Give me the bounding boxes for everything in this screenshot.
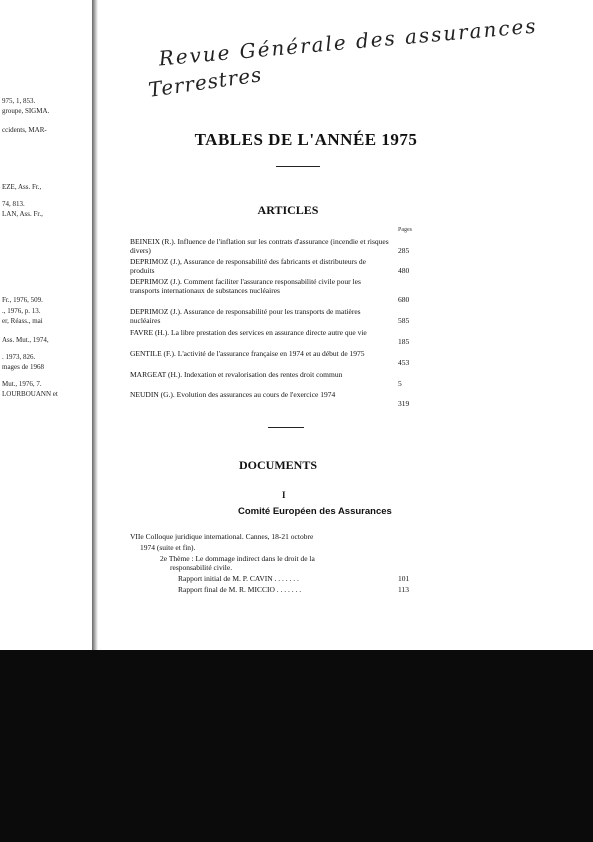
article-title: Comment faciliter l'assurance responsabilité civile pour les transports internationaux de substances nucléaires bbox=[130, 277, 361, 295]
facing-page-line: er, Réass., mai bbox=[2, 317, 43, 325]
facing-page-line: mages de 1968 bbox=[2, 363, 44, 371]
article-title: Evolution des assurances au cours de l'exercice 1974 bbox=[176, 390, 336, 399]
article-title: Indexation et revalorisation des rentes droit commun bbox=[184, 370, 343, 379]
facing-page-line: . 1973, 826. bbox=[2, 353, 36, 361]
document-page: 101 bbox=[398, 574, 410, 583]
article-page: 185 bbox=[398, 337, 410, 346]
article-title: Assurance de responsabilité pour les transports de matières nucléaires bbox=[130, 307, 361, 325]
article-entry bbox=[130, 237, 390, 255]
facing-page-line: 74, 813. bbox=[2, 200, 25, 208]
facing-page-line: Mut., 1976, 7. bbox=[2, 380, 42, 388]
article-entry bbox=[130, 390, 390, 399]
index-page bbox=[98, 0, 568, 650]
handwritten-note-line2: Terrestres bbox=[146, 62, 264, 102]
document-line: Rapport initial de M. P. CAVIN . . . . . . . bbox=[178, 574, 299, 583]
pages-column-label: Pages bbox=[398, 227, 412, 233]
facing-page-line: EZE, Ass. Fr., bbox=[2, 183, 42, 191]
article-author: MARGEAT (H.). bbox=[130, 370, 183, 379]
article-entry bbox=[130, 328, 390, 337]
documents-heading: DOCUMENTS bbox=[238, 458, 317, 472]
divider bbox=[276, 166, 320, 167]
facing-page-fragment bbox=[0, 0, 98, 650]
article-author: DEPRIMOZ (J.), bbox=[130, 257, 182, 266]
divider bbox=[268, 427, 304, 428]
facing-page-line: LAN, Ass. Fr., bbox=[2, 210, 43, 218]
document-page: 113 bbox=[398, 585, 409, 594]
articles-heading: ARTICLES bbox=[257, 203, 319, 217]
article-entry bbox=[130, 370, 390, 379]
section-number: I bbox=[282, 490, 286, 500]
article-page: 453 bbox=[398, 358, 410, 367]
article-author: BEINEIX (R.). bbox=[130, 237, 176, 246]
facing-page-line: Ass. Mut., 1974, bbox=[2, 336, 49, 344]
article-title: Assurance de responsabilité des fabricants et distributeurs de produits bbox=[130, 257, 366, 275]
handwritten-note-line1: Revue Générale des assurances bbox=[157, 13, 539, 71]
article-entry bbox=[130, 307, 390, 325]
section-title: Comité Européen des Assurances bbox=[238, 506, 392, 517]
facing-page-line: LOURBOUANN et bbox=[2, 390, 58, 398]
facing-page-line: 975, 1, 853. bbox=[2, 97, 36, 105]
document-line: 2e Thème : Le dommage indirect dans le droit de la bbox=[160, 554, 315, 563]
facing-page-line: Fr., 1976, 509. bbox=[2, 296, 43, 304]
article-title: La libre prestation des services en assurance directe autre que vie bbox=[170, 328, 367, 337]
document-line: VIIe Colloque juridique international. Cannes, 18-21 octobre bbox=[130, 532, 314, 541]
article-author: GENTILE (F.). bbox=[130, 349, 176, 358]
page-title: TABLES DE L'ANNÉE 1975 bbox=[194, 130, 418, 149]
facing-page-line: ., 1976, p. 13. bbox=[2, 307, 41, 315]
scan-dark-area bbox=[0, 650, 593, 842]
article-author: NEUDIN (G.). bbox=[130, 390, 175, 399]
article-page: 5 bbox=[398, 379, 402, 388]
article-page: 319 bbox=[398, 399, 410, 408]
document-line: Rapport final de M. R. MICCIO . . . . . . . bbox=[178, 585, 302, 594]
article-entry bbox=[130, 349, 390, 358]
facing-page-line: groupe, SIGMA. bbox=[2, 107, 50, 115]
article-page: 285 bbox=[398, 246, 410, 255]
document-line: responsabilité civile. bbox=[170, 563, 233, 572]
article-title: Influence de l'inflation sur les contrats d'assurance (incendie et risques divers) bbox=[130, 237, 389, 255]
article-page: 585 bbox=[398, 316, 410, 325]
article-title: L'activité de l'assurance française en 1974 et au début de 1975 bbox=[177, 349, 365, 358]
article-page: 480 bbox=[398, 266, 410, 275]
article-author: FAVRE (H.). bbox=[130, 328, 170, 337]
article-author: DEPRIMOZ (J.). bbox=[130, 307, 182, 316]
article-author: DEPRIMOZ (J.). bbox=[130, 277, 182, 286]
article-entry bbox=[130, 277, 390, 295]
article-entry bbox=[130, 257, 390, 275]
document-line: 1974 (suite et fin). bbox=[140, 543, 196, 552]
article-page: 680 bbox=[398, 295, 410, 304]
facing-page-line: ccidents, MAR- bbox=[2, 126, 47, 134]
